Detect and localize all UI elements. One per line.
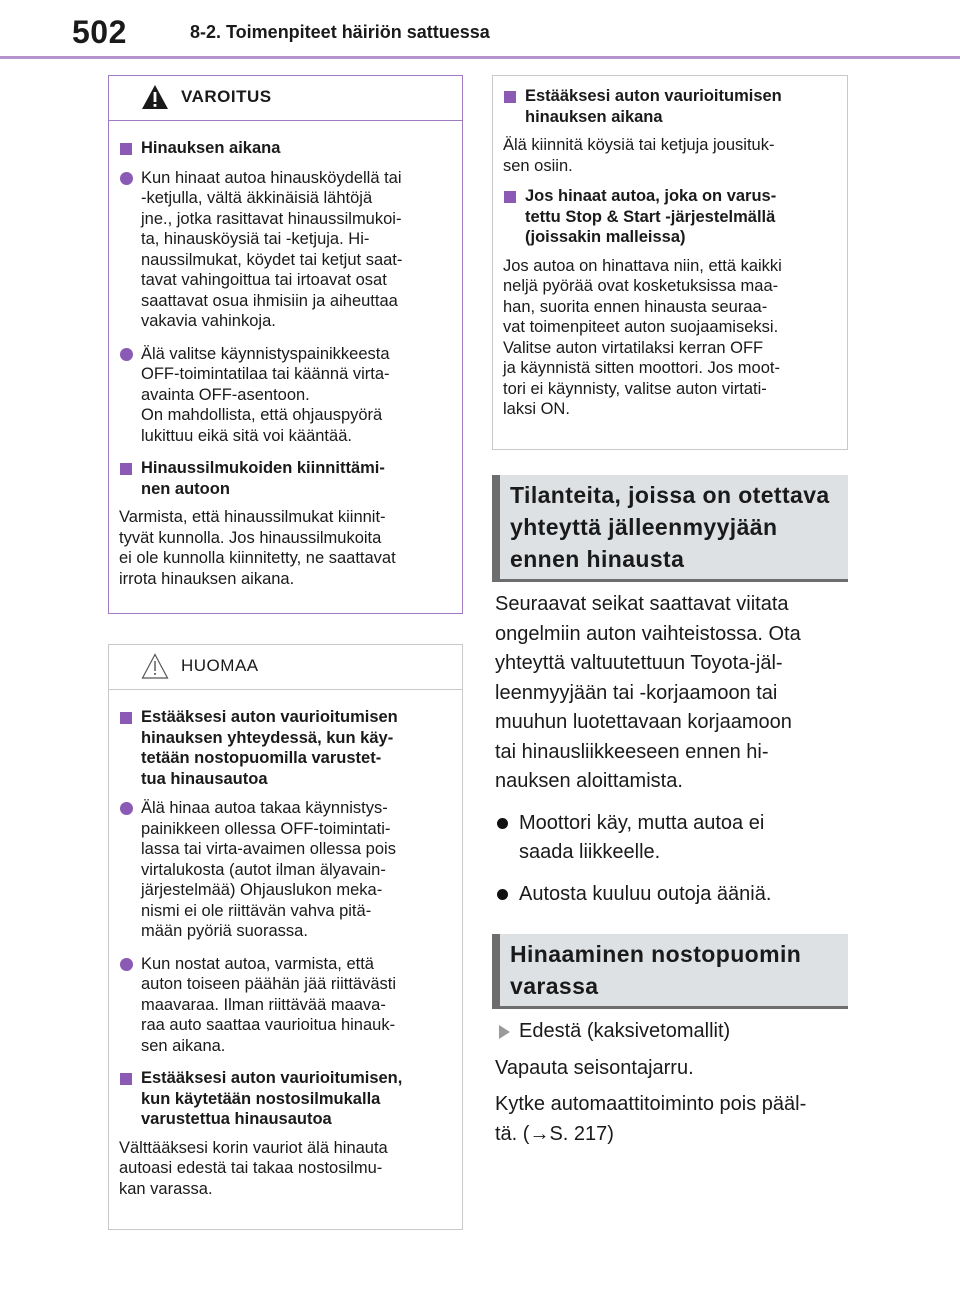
right-body	[495, 590, 845, 909]
note-bullet-1: Älä hinaa autoa takaa käynnistys- painikkeen ollessa OFF-toimintati- lassa tai virta-avaimen ollessa pois virtalukosta (autot ilman älyavain- järjestelmää) Ohjauslukon meka- nismi ei ole riittävän vahva pitä- mään pyöriä suorassa.	[119, 798, 450, 942]
round-bullet-icon	[120, 172, 133, 185]
note-box-header	[109, 645, 462, 690]
symptom-bullet-2: Autosta kuuluu outoja ääniä.	[495, 880, 845, 910]
warning-bullet-2: Älä valitse käynnistyspainikkeesta OFF-toimintatilaa tai käännä virta- avainta OFF-asentoon. On mahdollista, että ohjauspyörä lukittuu eikä sitä voi kääntää.	[119, 344, 450, 447]
continued-note-box	[492, 75, 848, 450]
round-bullet-icon	[120, 802, 133, 815]
heading-contact-dealer: Tilanteita, joissa on otettava yhteyttä jälleenmyyjään ennen hinausta	[492, 475, 848, 582]
square-bullet-icon	[120, 463, 132, 475]
square-bullet-icon	[504, 191, 516, 203]
warning-box-title: VAROITUS	[181, 87, 272, 106]
square-bullet-icon	[120, 1073, 132, 1085]
right-heading-stop-start: Jos hinaat autoa, joka on varus- tettu Stop & Start -järjestelmällä (joissakin malleissa)	[503, 186, 835, 248]
triangle-arrow-icon	[499, 1025, 510, 1039]
warning-box-header	[109, 76, 462, 121]
right-paragraph-2: Jos autoa on hinattava niin, että kaikki neljä pyörää ovat kosketuksissa maa- han, suorita ennen hinausta seuraa- vat toimenpiteet auton suojaamiseksi. Valitse auton virtatilaksi kerran OFF ja käynnistä sitten moottori. Jos moot- tori ei käynnisty, valitse auton virtati- laksi ON.	[503, 256, 782, 418]
heading-wheel-lift-towing: Hinaaminen nostopuomin varassa	[492, 934, 848, 1009]
warning-triangle-icon	[141, 84, 169, 110]
procedure-body	[495, 1017, 845, 1149]
warning-paragraph: Varmista, että hinaussilmukat kiinnit- tyvät kunnolla. Jos hinaussilmukoita ei ole kunnolla kiinnitetty, ne saattavat irrota hinauksen aikana.	[119, 508, 396, 588]
note-heading-wheel-lift: Estääksesi auton vaurioitumisen hinauksen yhteydessä, kun käy- tetään nostopuomilla varustet- tua hinausautoa	[119, 707, 450, 789]
note-heading-sling: Estääksesi auton vaurioitumisen, kun käytetään nostosilmukalla varustettua hinausautoa	[119, 1068, 450, 1130]
round-bullet-icon	[120, 958, 133, 971]
step-1: Vapauta seisontajarru.	[495, 1056, 694, 1079]
section-title: 8-2. Toimenpiteet häiriön sattuessa	[190, 22, 490, 42]
square-bullet-icon	[120, 143, 132, 155]
right-heading-damage: Estääksesi auton vaurioitumisen hinauksen aikana	[503, 86, 835, 127]
right-paragraph-1: Älä kiinnitä köysiä tai ketjuja jousituk- sen osiin.	[503, 136, 775, 175]
warning-bullet-1: Kun hinaat autoa hinausköydellä tai -ketjulla, vältä äkkinäisiä lähtöjä jne., jotka rasittavat hinaussilmukoi- ta, hinausköysiä tai -ketjuja. Hi- naussilmukat, köydet tai ketjut saat- tavat vahingoittua tai irtoavat osat saattavat osua ihmisiin ja aiheuttaa vakavia vahinkoja.	[119, 168, 450, 332]
page-number: 502	[72, 14, 127, 50]
sub-item-front: Edestä (kaksivetomallit)	[495, 1017, 845, 1047]
note-box-title: HUOMAA	[181, 656, 259, 675]
round-bullet-icon	[497, 889, 508, 900]
page-header	[0, 0, 960, 62]
caution-triangle-icon	[141, 653, 169, 679]
warning-box	[108, 75, 463, 614]
symptom-bullet-1: Moottori käy, mutta autoa ei saada liikkeelle.	[495, 809, 845, 868]
note-bullet-2: Kun nostat autoa, varmista, että auton toiseen päähän jää riittävästi maavaraa. Ilman riittävää maava- raa auto saattaa vaurioitua hinauk- sen aikana.	[119, 954, 450, 1057]
header-divider	[0, 56, 960, 59]
round-bullet-icon	[497, 818, 508, 829]
square-bullet-icon	[120, 712, 132, 724]
round-bullet-icon	[120, 348, 133, 361]
note-box	[108, 644, 463, 1230]
intro-paragraph: Seuraavat seikat saattavat viitata ongelmiin auton vaihteistossa. Ota yhteyttä valtuutettuun Toyota-jäl- leenmyyjään tai -korjaamoon tai muuhun luotettavaan korjaamoon tai hinausliikkeeseen ennen hi- nauksen aloittamista.	[495, 593, 801, 792]
step-2: Kytke automaattitoiminto pois pääl- tä. (→S. 217)	[495, 1093, 807, 1145]
square-bullet-icon	[504, 91, 516, 103]
warning-heading-eyelets: Hinaussilmukoiden kiinnittämi- nen autoon	[119, 458, 450, 499]
warning-heading-towing: Hinauksen aikana	[119, 138, 450, 159]
note-paragraph: Välttääksesi korin vauriot älä hinauta autoasi edestä tai takaa nostosilmu- kan varassa.	[119, 1138, 388, 1198]
